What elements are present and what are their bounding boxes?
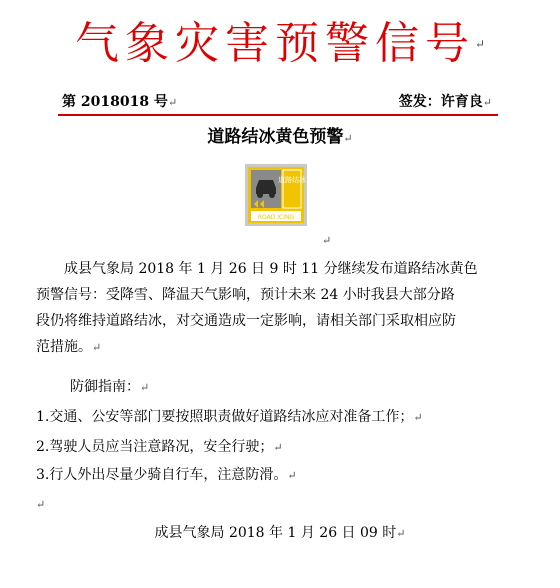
paragraph-mark-icon: ↵ — [343, 132, 353, 145]
paragraph-mark-icon: ↵ — [474, 37, 486, 51]
paragraph-mark-icon: ↵ — [273, 441, 283, 454]
paragraph-mark-icon: ↵ — [287, 469, 297, 482]
guide-item — [36, 434, 283, 461]
signer-text: 签发：许育良 — [398, 94, 483, 110]
header-title-text: 气象灾害预警信号 — [74, 18, 475, 69]
signer — [399, 92, 492, 113]
road-icing-yellow-warning-icon — [245, 164, 307, 226]
body-line: 预警信号：受降雪、降温天气影响，预计未来 24 小时我县大部分路 — [36, 287, 455, 303]
document-title — [0, 124, 560, 152]
body-paragraph — [36, 256, 520, 361]
document-title-text: 道路结冰黄色预警 — [207, 127, 344, 147]
paragraph-mark-icon: ↵ — [92, 341, 102, 354]
warning-header-title — [0, 16, 560, 72]
red-divider-rule — [58, 114, 498, 116]
icon-label-top: 道路结冰 — [278, 176, 306, 184]
paragraph-mark-icon: ↵ — [482, 96, 492, 109]
paragraph-mark-icon: ↵ — [396, 527, 406, 540]
body-line — [36, 256, 520, 282]
body-line — [36, 334, 520, 361]
guide-item-text: 1.交通、公安等部门要按照职责做好道路结冰应对准备工作； — [36, 409, 414, 425]
paragraph-mark-icon: ↵ — [413, 411, 423, 424]
guide-item-text: 2.驾驶人员应当注意路况，安全行驶； — [36, 439, 274, 455]
footer-text: 成县气象局 2018 年 1 月 26 日 09 时 — [154, 525, 397, 541]
paragraph-mark-icon: ↵ — [36, 498, 46, 511]
doc-number: 第 2018018 号 — [62, 94, 168, 110]
paragraph-mark-icon: ↵ — [167, 96, 178, 109]
guide-heading — [36, 374, 149, 401]
issuer-footer — [0, 520, 560, 547]
body-line-text: 成县气象局 2018 年 1 月 26 日 9 时 11 分继续发布道路结冰黄色 — [64, 261, 478, 277]
meta-row — [62, 92, 492, 112]
body-line: 段仍将维持道路结冰，对交通造成一定影响，请相关部门采取相应防 — [36, 313, 456, 329]
body-line-text: 范措施。 — [36, 339, 92, 355]
guide-item — [36, 462, 297, 489]
guide-item — [36, 404, 423, 431]
paragraph-mark-icon: ↵ — [140, 381, 150, 394]
icon-label-bottom: ROAD ICING — [257, 214, 295, 221]
guide-heading-text: 防御指南： — [70, 379, 140, 395]
guide-item-text: 3.行人外出尽量少骑自行车，注意防滑。 — [36, 467, 288, 483]
paragraph-mark-icon: ↵ — [322, 234, 332, 247]
